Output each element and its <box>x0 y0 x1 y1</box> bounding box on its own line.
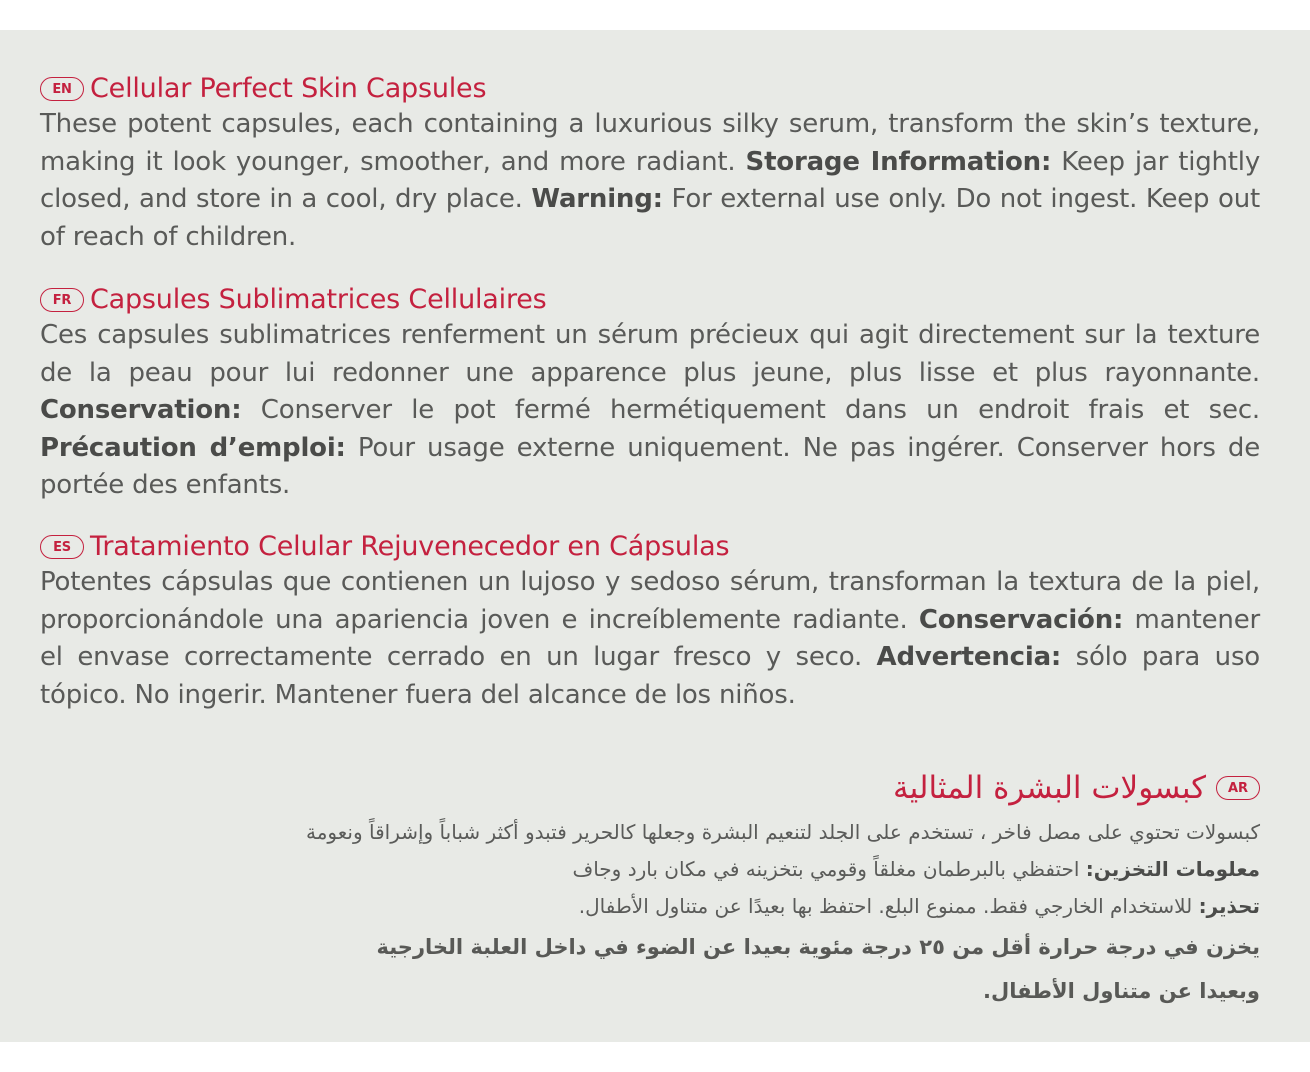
section-en <box>40 72 1260 256</box>
section-fr-text-2: Conserver le pot fermé hermétiquement dans un endroit frais et sec. <box>241 395 1260 425</box>
section-en-heading <box>40 72 1260 106</box>
section-ar-line-4: يخزن في درجة حرارة أقل من ٢٥ درجة مئوية بعيدا عن الضوء في داخل العلبة الخارجية <box>376 935 1260 959</box>
section-fr-heading <box>40 283 1260 317</box>
lang-badge-es: ES <box>40 535 84 559</box>
section-ar-line-2-text: احتفظي بالبرطمان مغلقاً وقومي بتخزينه في مكان بارد وجاف <box>572 857 1086 881</box>
section-ar-line-3-text: للاستخدام الخارجي فقط. ممنوع البلع. احتفظ بها بعيدًا عن متناول الأطفال. <box>578 894 1199 918</box>
section-es-title: Tratamiento Celular Rejuvenecedor en Cápsulas <box>90 531 730 562</box>
section-es-body <box>40 564 1260 714</box>
section-es-text-2: mantener el envase correctamente cerrado en un lugar fresco y seco. <box>40 604 1260 672</box>
section-ar-storage-label: معلومات التخزين: <box>1085 857 1260 881</box>
section-es-text-1: Potentes cápsulas que contienen un lujoso y sedoso sérum, transforman la textura de la piel, proporcionándole una apariencia joven e increíblemente radiante. <box>40 567 1260 635</box>
section-fr <box>40 283 1260 505</box>
section-en-storage-label: Storage Information: <box>745 146 1052 177</box>
section-ar-line-5: وبعيدا عن متناول الأطفال. <box>983 979 1260 1003</box>
section-ar-line-1: كبسولات تحتوي على مصل فاخر ، تستخدم على الجلد لتنعيم البشرة وجعلها كالحرير فتبدو أكثر شباباً وإشراقاً ونعومة <box>305 820 1260 844</box>
section-es-heading <box>40 530 1260 564</box>
section-fr-title: Capsules Sublimatrices Cellulaires <box>90 284 547 315</box>
section-en-text-3: For external use only. Do not ingest. Keep out of reach of children. <box>40 184 1260 252</box>
section-ar-body <box>40 814 1260 1013</box>
section-en-body <box>40 106 1260 256</box>
section-en-title: Cellular Perfect Skin Capsules <box>90 73 487 104</box>
section-ar-line-3 <box>40 888 1260 925</box>
section-es-conservacion-label: Conservación: <box>918 604 1124 635</box>
section-es-text-3: sólo para uso tópico. No ingerir. Mantener fuera del alcance de los niños. <box>40 642 1260 710</box>
label-panel <box>0 30 1310 1042</box>
section-ar-line-2 <box>40 851 1260 888</box>
section-es-advertencia-label: Advertencia: <box>876 642 1062 672</box>
lang-badge-ar: AR <box>1216 776 1260 800</box>
section-fr-text-1: Ces capsules sublimatrices renferment un sérum précieux qui agit directement sur la texture de la peau pour lui redonner une apparence plus jeune, plus lisse et plus rayonnante. <box>40 320 1260 388</box>
section-fr-text-3: Pour usage externe uniquement. Ne pas ingérer. Conserver hors de portée des enfants. <box>40 432 1260 500</box>
section-ar-warning-label: تحذير: <box>1198 894 1260 918</box>
section-ar-title: كبسولات البشرة المثالية <box>893 770 1206 806</box>
section-en-warning-label: Warning: <box>531 184 663 214</box>
section-fr-conservation-label: Conservation: <box>40 395 242 425</box>
section-fr-precaution-label: Précaution d’emploi: <box>40 432 346 463</box>
lang-badge-fr: FR <box>40 288 84 312</box>
lang-badge-en: EN <box>40 77 84 101</box>
section-en-text-2: Keep jar tightly closed, and store in a cool, dry place. <box>40 146 1261 214</box>
section-ar-heading <box>893 768 1260 808</box>
section-fr-body <box>40 317 1260 505</box>
section-en-text-1: These potent capsules, each containing a luxurious silky serum, transform the skin’s texture, making it look younger, smoother, and more radiant. <box>40 109 1260 177</box>
section-es <box>40 530 1260 714</box>
